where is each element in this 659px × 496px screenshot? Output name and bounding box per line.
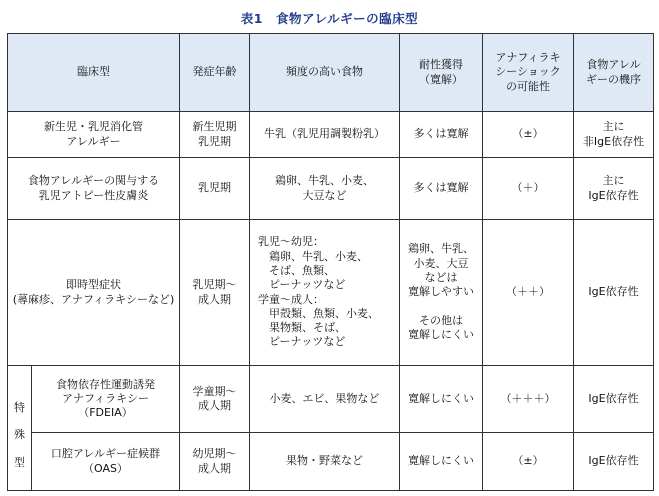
table-row — [8, 433, 654, 491]
special-char: 特 — [14, 400, 25, 414]
cell-mechanism: 主に IgE依存性 — [574, 158, 654, 220]
table-row — [8, 158, 654, 220]
cell-tolerance: 多くは寛解 — [400, 112, 483, 158]
special-char: 型 — [14, 455, 25, 469]
cell-type: 食物アレルギーの関与する 乳児アトピー性皮膚炎 — [8, 158, 180, 220]
cell-age: 学童期～ 成人期 — [180, 366, 250, 433]
cell-foods: 鶏卵、牛乳、小麦、 大豆など — [250, 158, 400, 220]
cell-mechanism: 主に 非IgE依存性 — [574, 112, 654, 158]
cell-type: 新生児・乳児消化管 アレルギー — [8, 112, 180, 158]
header-clinical-type: 臨床型 — [8, 34, 180, 112]
header-anaphylaxis: アナフィラキ シーショック の可能性 — [483, 34, 574, 112]
clinical-types-table — [7, 33, 654, 491]
cell-tolerance: 多くは寛解 — [400, 158, 483, 220]
cell-age: 乳児期～ 成人期 — [180, 220, 250, 366]
cell-anaphylaxis: （±） — [483, 112, 574, 158]
cell-tolerance: 寛解しにくい — [400, 366, 483, 433]
cell-type: 口腔アレルギー症候群 （OAS） — [32, 433, 180, 491]
special-char: 殊 — [14, 428, 25, 441]
header-onset-age: 発症年齢 — [180, 34, 250, 112]
cell-age: 新生児期 乳児期 — [180, 112, 250, 158]
table-row — [8, 220, 654, 366]
cell-mechanism: IgE依存性 — [574, 366, 654, 433]
cell-type: 食物依存性運動誘発 アナフィラキシー （FDEIA） — [32, 366, 180, 433]
cell-mechanism: IgE依存性 — [574, 433, 654, 491]
cell-anaphylaxis: （＋＋＋） — [483, 366, 574, 433]
table-row — [8, 112, 654, 158]
special-type-label — [8, 366, 32, 491]
table-row — [8, 366, 654, 433]
cell-age: 幼児期～ 成人期 — [180, 433, 250, 491]
cell-foods: 小麦、エビ、果物など — [250, 366, 400, 433]
cell-foods: 乳児～幼児： 鶏卵、牛乳、小麦、 そば、魚類、 ピーナッツなど 学童～成人： 甲殻類、魚類、小麦、 果物類、そば、 ピーナッツなど — [250, 220, 400, 366]
header-common-foods: 頻度の高い食物 — [250, 34, 400, 112]
header-mechanism: 食物アレル ギーの機序 — [574, 34, 654, 112]
cell-anaphylaxis: （＋） — [483, 158, 574, 220]
cell-tolerance: 寛解しにくい — [400, 433, 483, 491]
table-title: 表1 食物アレルギーの臨床型 — [240, 11, 419, 26]
cell-anaphylaxis: （＋＋） — [483, 220, 574, 366]
cell-age: 乳児期 — [180, 158, 250, 220]
cell-anaphylaxis: （±） — [483, 433, 574, 491]
cell-tolerance: 鶏卵、牛乳、 小麦、大豆 などは 寛解しやすい その他は 寛解しにくい — [400, 220, 483, 366]
cell-type: 即時型症状 (蕁麻疹、アナフィラキシーなど) — [8, 220, 180, 366]
cell-foods: 果物・野菜など — [250, 433, 400, 491]
header-tolerance: 耐性獲得 （寛解） — [400, 34, 483, 112]
cell-mechanism: IgE依存性 — [574, 220, 654, 366]
cell-foods: 牛乳（乳児用調製粉乳） — [250, 112, 400, 158]
header-row — [8, 34, 654, 112]
